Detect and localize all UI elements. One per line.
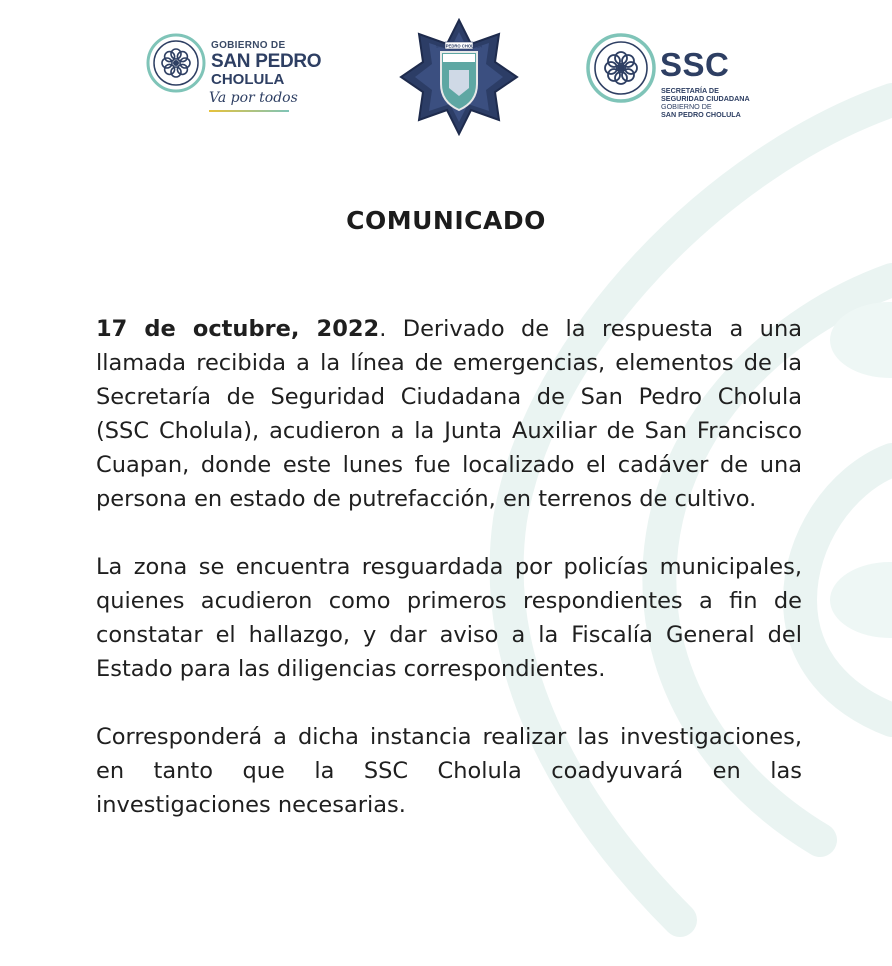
police-star-badge-icon [399, 18, 519, 136]
logo-name-line2: CHOLULA [211, 71, 285, 88]
ssc-line4: SAN PEDRO CHOLULA [661, 110, 741, 119]
paragraph-3: Corresponderá a dicha instancia realizar las investigaciones, en tanto que la SSC Cholula coadyuvará en las investigaciones necesarias. [96, 724, 802, 818]
document-date: 17 de octubre, 2022 [96, 316, 380, 342]
flower-emblem-icon [145, 32, 207, 94]
document-title: COMUNICADO [346, 206, 546, 235]
paragraph-1-text: . Derivado de la respuesta a una llamada recibida a la línea de emergencias, elementos de la Secretaría de Seguridad Ciudadana de San Pedro Cholula (SSC Cholula), acudieron a la Junta Auxiliar de San Francisco Cuapan, donde este lunes fue localizado el cadáver de una persona en estado de putrefacción, en terrenos de cultivo. [96, 316, 802, 512]
logo-small-line: GOBIERNO DE [211, 40, 286, 51]
ssc-line3: GOBIERNO DE [661, 102, 712, 111]
badge-banner-text: SAN PEDRO CHOLULA [435, 43, 483, 49]
logo-name-line1: SAN PEDRO [211, 51, 322, 72]
logo-slogan: Va por todos [209, 90, 298, 106]
header [0, 0, 892, 150]
document-body [96, 312, 802, 822]
slogan-underline [209, 110, 289, 112]
ssc-acronym: SSC [660, 46, 730, 83]
flower-emblem-icon [585, 32, 657, 104]
ssc-logo [585, 32, 785, 122]
san-pedro-cholula-logo [145, 32, 345, 122]
ssc-line1: SECRETARÍA DE [661, 86, 719, 95]
paragraph-2: La zona se encuentra resguardada por policías municipales, quienes acudieron como primeros respondientes a fin de constatar el hallazgo, y dar aviso a la Fiscalía General del Estado para las diligencias correspondientes. [96, 554, 802, 682]
paragraph-1 [96, 312, 802, 516]
ssc-line2: SEGURIDAD CIUDADANA [661, 94, 750, 103]
